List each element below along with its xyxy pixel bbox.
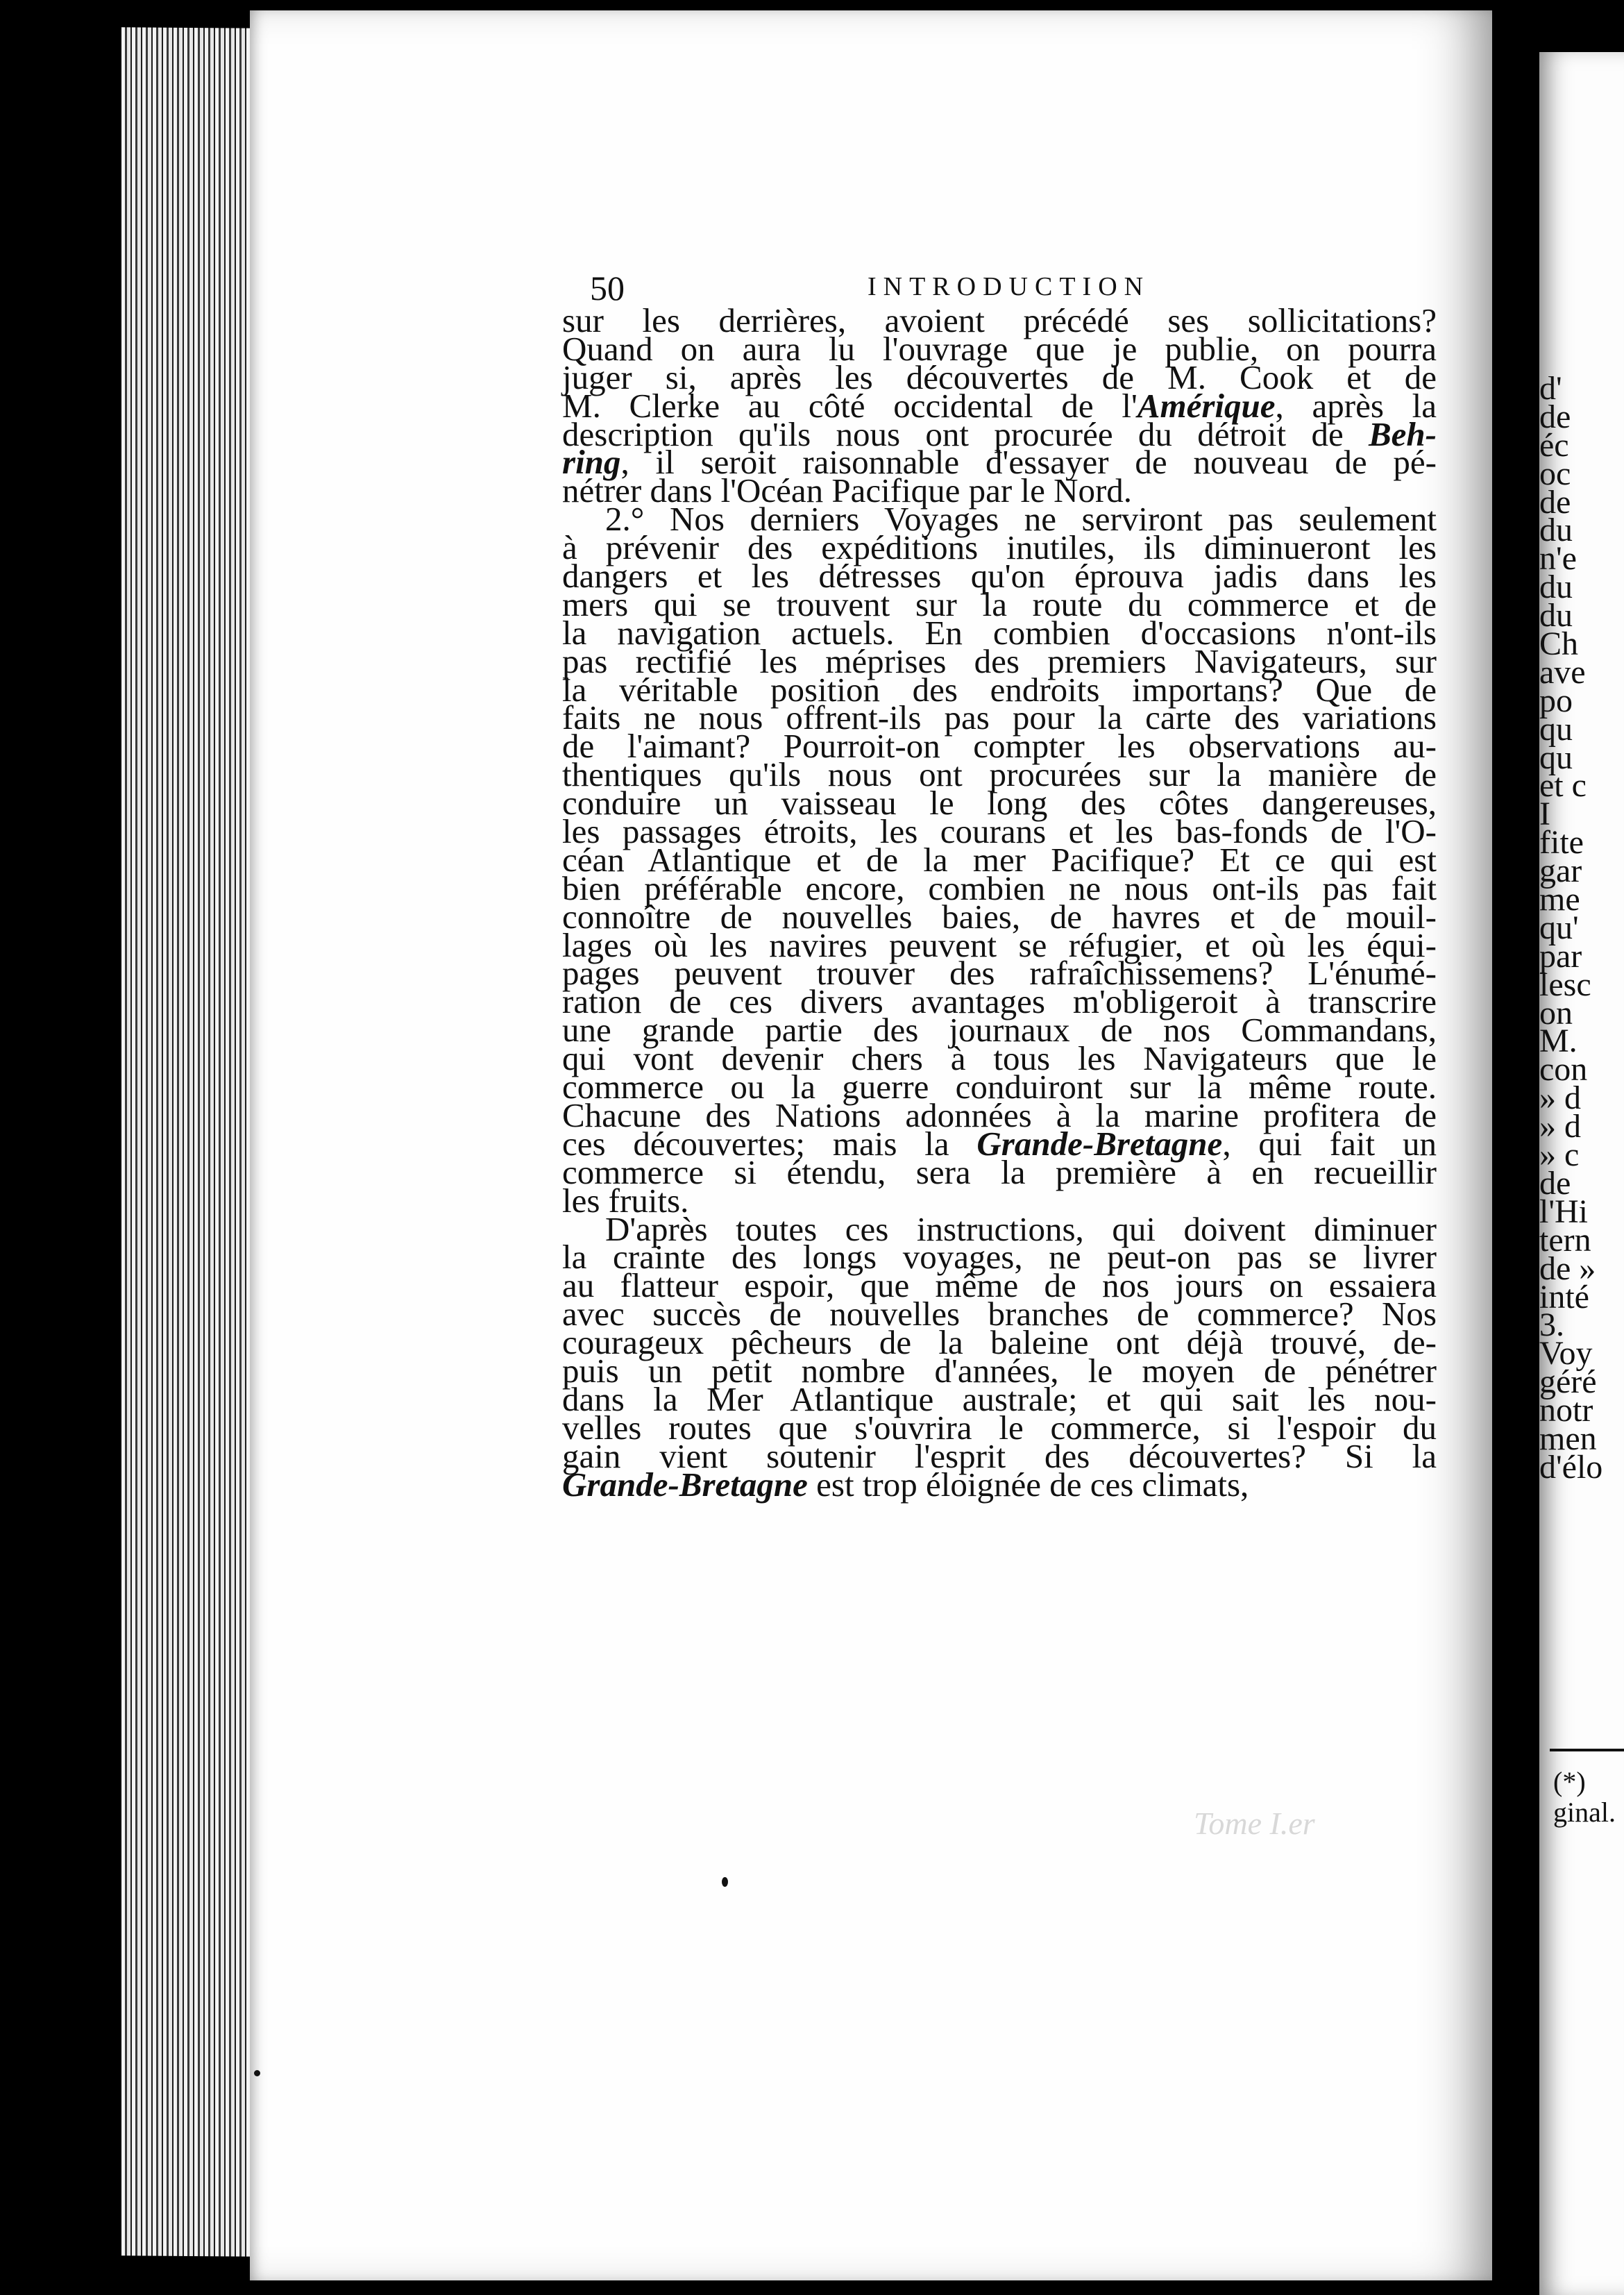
- text-line: pas rectifié les méprises des premiers Navigateurs, sur: [562, 641, 1437, 680]
- facing-footnote: [1553, 1767, 1616, 1828]
- text-line: mers qui se trouvent sur la route du commerce et de: [562, 585, 1437, 623]
- facing-line-fragment: I: [1539, 796, 1550, 833]
- facing-line-fragment: de: [1539, 1164, 1571, 1202]
- facing-line-fragment: de: [1539, 398, 1571, 435]
- book-page-edges: [121, 27, 264, 2256]
- text-line: au flatteur espoir, que même de nos jours on essaiera: [562, 1266, 1437, 1305]
- facing-line-fragment: qu': [1539, 909, 1579, 946]
- facing-line-fragment: notr: [1539, 1392, 1593, 1429]
- text-line: dans la Mer Atlantique australe; et qui sait les nou-: [562, 1379, 1437, 1418]
- text-line: description qu'ils nous ont procurée du détroit de Beh-: [562, 414, 1437, 453]
- text-line: Grande-Bretagne est trop éloignée de ces climats,: [562, 1465, 1249, 1504]
- text-line: nétrer dans l'Océan Pacifique par le Nord.: [562, 471, 1133, 510]
- text-line: de l'aimant? Pourroit-on compter les observations au-: [562, 727, 1437, 766]
- text-line: à prévenir des expéditions inutiles, ils diminueront les: [562, 528, 1437, 567]
- footnote-rule: [1550, 1749, 1624, 1751]
- facing-line-fragment: Ch: [1539, 625, 1579, 663]
- text-line: Quand on aura lu l'ouvrage que je publie, on pourra: [562, 329, 1437, 368]
- facing-line-fragment: Voy: [1539, 1335, 1593, 1372]
- facing-line-fragment: men: [1539, 1420, 1597, 1457]
- facing-line-fragment: ave: [1539, 653, 1586, 691]
- text-line: dangers et les détresses qu'on éprouva jadis dans les: [562, 557, 1437, 596]
- text-line: velles routes que s'ouvrira le commerce, si l'espoir du: [562, 1408, 1437, 1447]
- facing-line-fragment: l'Hi: [1539, 1193, 1588, 1230]
- text-line: ring, il seroit raisonnable d'essayer de nouveau de pé-: [562, 443, 1437, 482]
- text-line: Chacune des Nations adonnées à la marine profitera de: [562, 1095, 1437, 1134]
- text-line: céan Atlantique et de la mer Pacifique? Et ce qui est: [562, 840, 1437, 879]
- text-line: bien préférable encore, combien ne nous ont-ils pas fait: [562, 868, 1437, 907]
- facing-line-fragment: on: [1539, 994, 1573, 1032]
- footnote-line: (*): [1553, 1766, 1586, 1797]
- text-line: une grande partie des journaux de nos Commandans,: [562, 1011, 1437, 1050]
- text-line: conduire un vaisseau le long des côtes dangereuses,: [562, 784, 1437, 823]
- text-line: faits ne nous offrent-ils pas pour la carte des variations: [562, 698, 1437, 737]
- ink-speck: [722, 1877, 728, 1887]
- text-line: M. Clerke au côté occidental de l'Amérique, après la: [562, 386, 1437, 425]
- facing-line-fragment: po: [1539, 682, 1573, 719]
- facing-page: [1539, 52, 1624, 2295]
- text-line: 2.° Nos derniers Voyages ne serviront pas seulement: [605, 500, 1437, 539]
- facing-line-fragment: con: [1539, 1051, 1588, 1088]
- facing-line-fragment: gar: [1539, 852, 1582, 890]
- text-line: thentiques qu'ils nous ont procurées sur la manière de: [562, 755, 1437, 794]
- facing-line-fragment: d': [1539, 370, 1562, 407]
- facing-line-fragment: géré: [1539, 1363, 1597, 1401]
- facing-line-fragment: du: [1539, 569, 1573, 606]
- text-line: qui vont devenir chers à tous les Navigateurs que le: [562, 1039, 1437, 1078]
- facing-line-fragment: 3.: [1539, 1306, 1564, 1344]
- text-line: ration de ces divers avantages m'obligeroit à transcrire: [562, 982, 1437, 1021]
- text-line: avec succès de nouvelles branches de commerce? Nos: [562, 1295, 1437, 1334]
- running-head: INTRODUCTION: [868, 272, 1151, 301]
- facing-line-fragment: » d: [1539, 1108, 1581, 1145]
- text-line: les passages étroits, les courans et les bas-fonds de l'O-: [562, 812, 1437, 851]
- page-number: 50: [590, 269, 625, 308]
- facing-line-fragment: de »: [1539, 1250, 1596, 1287]
- text-line: pages peuvent trouver des rafraîchissemens? L'énumé-: [562, 954, 1437, 993]
- facing-line-fragment: qu: [1539, 739, 1573, 776]
- facing-line-fragment: oc: [1539, 455, 1571, 492]
- ink-speck: [254, 2070, 260, 2076]
- text-line: lages où les navires peuvent se réfugier, et où les équi-: [562, 925, 1437, 964]
- facing-line-fragment: du: [1539, 512, 1573, 549]
- facing-page-lines: [1539, 370, 1623, 1486]
- facing-line-fragment: M.: [1539, 1023, 1578, 1060]
- text-line: sur les derrières, avoient précédé ses sollicitations?: [562, 301, 1437, 339]
- text-line: juger si, après les découvertes de M. Cook et de: [562, 358, 1437, 396]
- facing-line-fragment: » c: [1539, 1136, 1580, 1174]
- text-line: la navigation actuels. En combien d'occasions n'ont-ils: [562, 613, 1437, 652]
- body-text: [562, 301, 1437, 1504]
- text-line: ces découvertes; mais la Grande-Bretagne, qui fait un: [562, 1124, 1437, 1163]
- facing-line-fragment: tern: [1539, 1221, 1591, 1259]
- facing-line-fragment: par: [1539, 937, 1582, 975]
- text-line: courageux pêcheurs de la baleine ont déjà trouvé, de-: [562, 1323, 1437, 1362]
- signature-mark: Tome I.er: [1194, 1806, 1315, 1841]
- text-line: puis un petit nombre d'années, le moyen de pénétrer: [562, 1351, 1437, 1390]
- facing-line-fragment: me: [1539, 881, 1580, 918]
- text-line: D'après toutes ces instructions, qui doivent diminuer: [605, 1209, 1437, 1248]
- facing-line-fragment: d'élo: [1539, 1448, 1603, 1486]
- facing-line-fragment: inté: [1539, 1278, 1589, 1315]
- facing-line-fragment: qu: [1539, 710, 1573, 748]
- facing-line-fragment: » d: [1539, 1079, 1581, 1117]
- facing-line-fragment: de: [1539, 483, 1571, 521]
- facing-line-fragment: fite: [1539, 824, 1584, 861]
- text-line: la crainte des longs voyages, ne peut-on pas se livrer: [562, 1238, 1437, 1277]
- text-line: connoître de nouvelles baies, de havres et de mouil-: [562, 897, 1437, 936]
- text-line: commerce ou la guerre conduiront sur la même route.: [562, 1068, 1437, 1107]
- facing-line-fragment: éc: [1539, 426, 1569, 464]
- facing-line-fragment: n'e: [1539, 540, 1577, 578]
- facing-line-fragment: et c: [1539, 767, 1587, 805]
- text-line: gain vient soutenir l'esprit des découvertes? Si la: [562, 1436, 1437, 1475]
- text-line: commerce si étendu, sera la première à en recueillir: [562, 1152, 1437, 1191]
- text-line: les fruits.: [562, 1181, 689, 1220]
- text-line: la véritable position des endroits importans? Que de: [562, 670, 1437, 709]
- facing-line-fragment: lesc: [1539, 966, 1591, 1003]
- facing-line-fragment: du: [1539, 597, 1573, 634]
- footnote-line: ginal.: [1553, 1797, 1616, 1828]
